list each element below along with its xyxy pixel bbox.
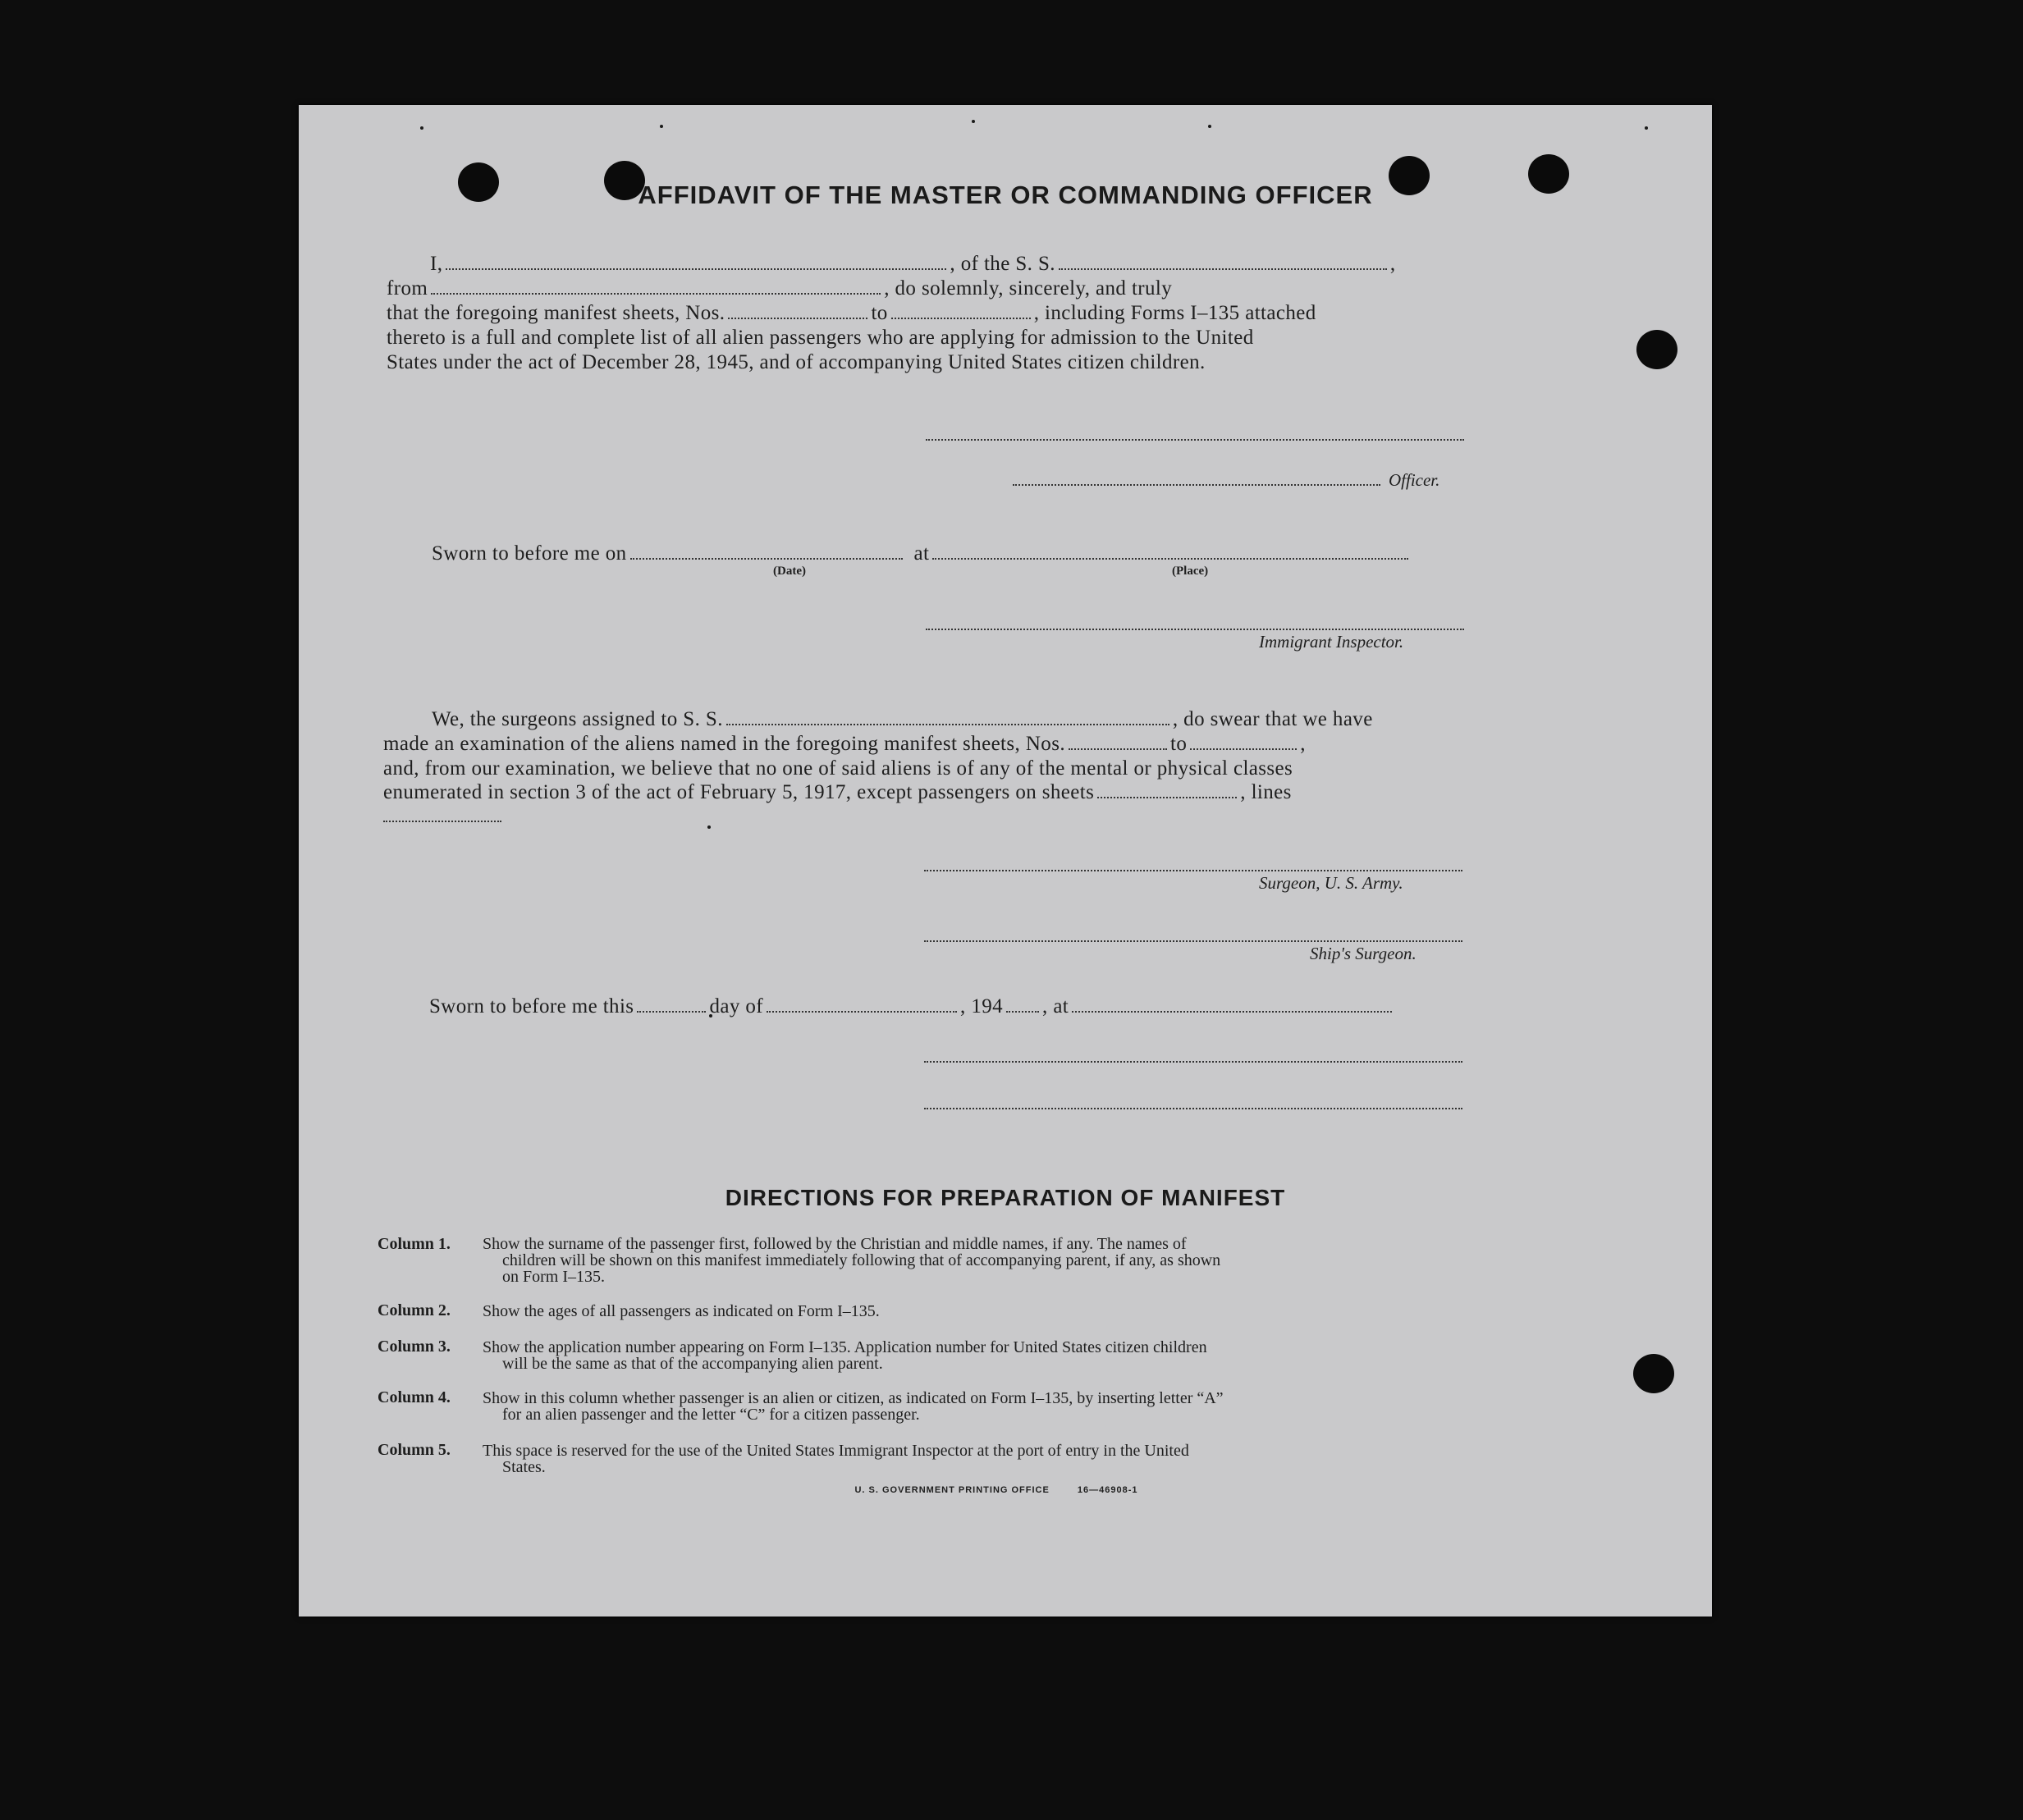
affidavit-text: , do solemnly, sincerely, and truly bbox=[884, 277, 1173, 300]
column-3-label: Column 3. bbox=[378, 1338, 451, 1356]
printer-name: U. S. GOVERNMENT PRINTING OFFICE bbox=[854, 1485, 1050, 1495]
surgeons-sheets-to-field[interactable] bbox=[1190, 734, 1297, 750]
surgeons-ship-field[interactable] bbox=[726, 709, 1169, 725]
punch-hole bbox=[1636, 330, 1677, 369]
direction-line: will be the same as that of the accompanying alien parent. bbox=[502, 1355, 883, 1373]
name-field[interactable] bbox=[446, 254, 946, 270]
affidavit-text: to bbox=[871, 302, 888, 324]
form-page bbox=[299, 105, 1712, 1617]
sheets-from-field[interactable] bbox=[728, 303, 867, 319]
direction-line: children will be shown on this manifest immediately following that of accompanying parent, if any, as shown bbox=[502, 1251, 1221, 1269]
surgeons-text: We, the surgeons assigned to S. S. bbox=[432, 708, 723, 730]
inspector-label: Immigrant Inspector. bbox=[1259, 632, 1404, 652]
sworn-day-field[interactable] bbox=[637, 996, 706, 1013]
origin-field[interactable] bbox=[431, 278, 881, 295]
ship-surgeon-signature-line[interactable] bbox=[924, 939, 1462, 942]
affidavit-text: from bbox=[387, 277, 428, 300]
affidavit-line-1 bbox=[430, 253, 1396, 276]
officer-title-line[interactable] bbox=[1013, 482, 1380, 486]
surgeons-text: enumerated in section 3 of the act of February 5, 1917, except passengers on sheets bbox=[383, 781, 1095, 803]
affidavit-text: , of the S. S. bbox=[950, 253, 1055, 275]
form-code: 16—46908-1 bbox=[1077, 1485, 1138, 1495]
inspector-signature-line[interactable] bbox=[926, 627, 1464, 630]
direction-line: States. bbox=[502, 1458, 546, 1476]
sworn-place-field[interactable] bbox=[932, 543, 1408, 560]
sworn-year-field[interactable] bbox=[1006, 996, 1039, 1013]
surgeons-line-2 bbox=[383, 733, 1306, 756]
column-1-text bbox=[483, 1236, 1464, 1285]
surgeons-text: to bbox=[1169, 733, 1188, 755]
ship-name-field[interactable] bbox=[1059, 254, 1387, 270]
surgeons-text: , do swear that we have bbox=[1172, 708, 1373, 730]
punch-hole bbox=[1633, 1354, 1674, 1393]
sworn-location-field[interactable] bbox=[1072, 996, 1392, 1013]
column-5-label: Column 5. bbox=[378, 1441, 451, 1459]
affidavit-line-5: States under the act of December 28, 1945, and of accompanying United States citizen children. bbox=[387, 351, 1206, 373]
sworn-signature-line-1[interactable] bbox=[924, 1059, 1462, 1063]
except-sheets-field[interactable] bbox=[1097, 782, 1237, 798]
surgeons-line-4 bbox=[383, 781, 1292, 804]
speck bbox=[660, 125, 663, 128]
column-1-label: Column 1. bbox=[378, 1235, 451, 1253]
sworn-text: day of bbox=[709, 995, 764, 1017]
direction-line: Show in this column whether passenger is an alien or citizen, as indicated on Form I–135, by inserting letter “A” bbox=[483, 1389, 1224, 1407]
surgeons-text: , bbox=[1300, 733, 1306, 755]
surgeons-text: made an examination of the aliens named in the foregoing manifest sheets, Nos. bbox=[383, 733, 1065, 755]
affidavit-line-2 bbox=[387, 277, 1172, 300]
army-surgeon-signature-line[interactable] bbox=[924, 868, 1462, 871]
sworn-line-1 bbox=[432, 542, 1412, 565]
direction-line: Show the application number appearing on Form I–135. Application number for United States citizen children bbox=[483, 1338, 1207, 1356]
surgeons-sheets-from-field[interactable] bbox=[1069, 734, 1167, 750]
speck bbox=[707, 825, 711, 829]
sheets-to-field[interactable] bbox=[891, 303, 1031, 319]
officer-label: Officer. bbox=[1389, 470, 1440, 490]
sworn-text: Sworn to before me on bbox=[432, 542, 627, 565]
direction-line: Show the surname of the passenger first, followed by the Christian and middle names, if any. The names of bbox=[483, 1235, 1187, 1253]
ship-surgeon-label: Ship's Surgeon. bbox=[1310, 944, 1417, 963]
surgeons-line-3: and, from our examination, we believe that no one of said aliens is of any of the mental or physical classes bbox=[383, 757, 1293, 780]
column-4-text bbox=[483, 1390, 1464, 1423]
army-surgeon-label: Surgeon, U. S. Army. bbox=[1259, 873, 1403, 893]
direction-line: for an alien passenger and the letter “C” for a citizen passenger. bbox=[502, 1406, 920, 1424]
column-4-label: Column 4. bbox=[378, 1388, 451, 1406]
directions-title: DIRECTIONS FOR PREPARATION OF MANIFEST bbox=[725, 1185, 1286, 1210]
direction-line: This space is reserved for the use of the United States Immigrant Inspector at the port of entry in the United bbox=[483, 1442, 1189, 1460]
sworn-text: Sworn to before me this bbox=[429, 995, 634, 1017]
sworn-date-field[interactable] bbox=[630, 543, 903, 560]
speck bbox=[972, 120, 975, 123]
sworn-text: , 194 bbox=[960, 995, 1004, 1017]
speck bbox=[1645, 126, 1648, 130]
sworn-month-field[interactable] bbox=[767, 996, 957, 1013]
direction-line: Show the ages of all passengers as indicated on Form I–135. bbox=[483, 1302, 880, 1320]
surgeons-line-1 bbox=[432, 708, 1373, 731]
column-2-label: Column 2. bbox=[378, 1301, 451, 1319]
affidavit-line-4: thereto is a full and complete list of all alien passengers who are applying for admission to the United bbox=[387, 327, 1254, 349]
affidavit-text: that the foregoing manifest sheets, Nos. bbox=[387, 302, 725, 324]
sworn-text: , at bbox=[1042, 995, 1069, 1017]
column-2-text bbox=[483, 1303, 1464, 1319]
speck bbox=[420, 126, 423, 130]
affidavit-text: , including Forms I–135 attached bbox=[1033, 302, 1316, 324]
column-5-text bbox=[483, 1443, 1464, 1475]
affidavit-title: AFFIDAVIT OF THE MASTER OR COMMANDING OFFICER bbox=[638, 181, 1373, 209]
sworn-text: at bbox=[913, 542, 930, 565]
speck bbox=[1208, 125, 1211, 128]
date-caption: (Date) bbox=[773, 565, 806, 578]
officer-signature-line[interactable] bbox=[926, 437, 1464, 441]
affidavit-text: , bbox=[1389, 253, 1396, 275]
except-lines-field[interactable] bbox=[383, 819, 501, 822]
place-caption: (Place) bbox=[1172, 565, 1209, 578]
affidavit-line-3 bbox=[387, 302, 1316, 325]
sworn-line-2 bbox=[429, 995, 1395, 1018]
printer-footer bbox=[299, 1485, 1694, 1495]
affidavit-text: I, bbox=[430, 253, 443, 275]
column-3-text bbox=[483, 1339, 1464, 1372]
surgeons-text: , lines bbox=[1240, 781, 1292, 803]
sworn-signature-line-2[interactable] bbox=[924, 1106, 1462, 1109]
direction-line: on Form I–135. bbox=[502, 1268, 605, 1286]
